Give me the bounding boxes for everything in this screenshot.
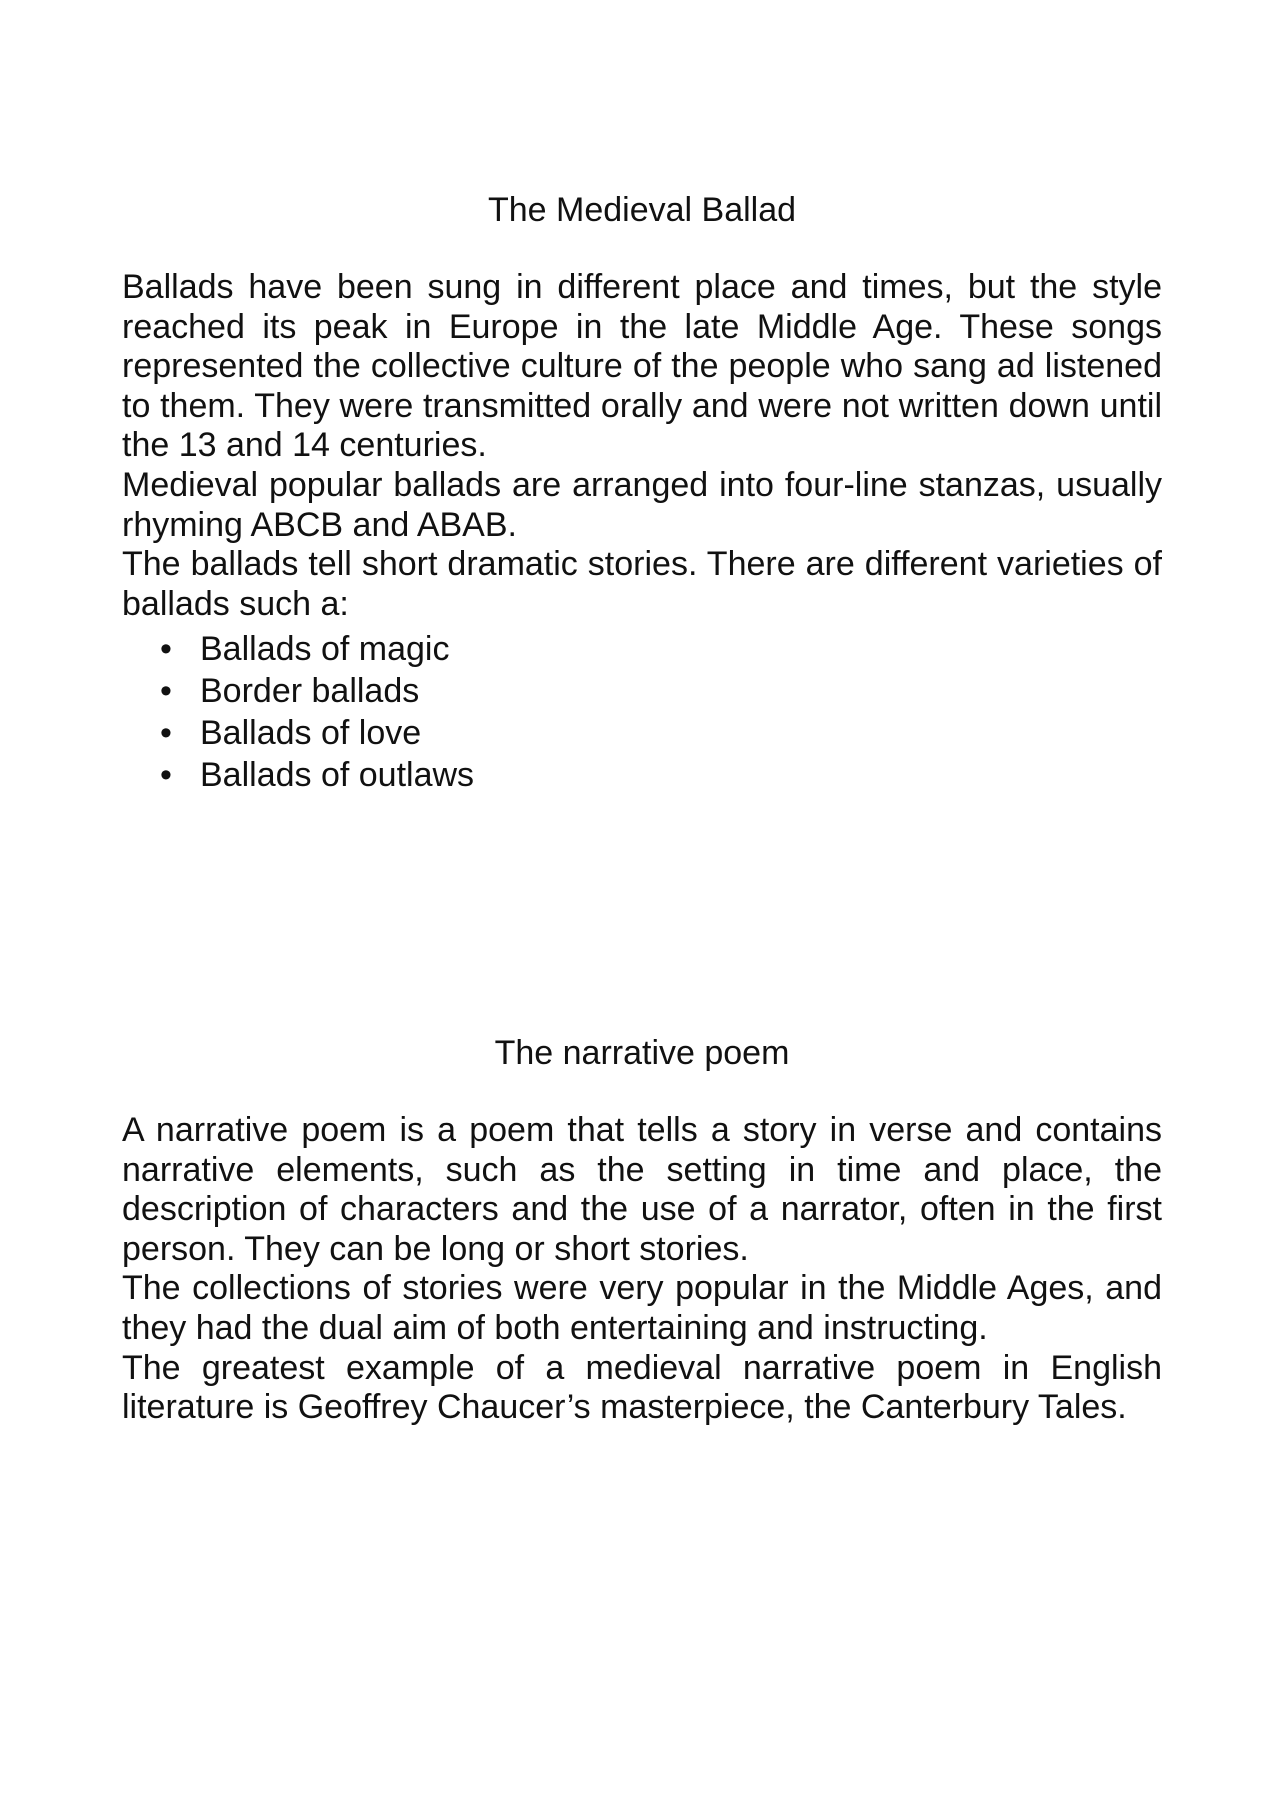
ballad-varieties-paragraph: The ballads tell short dramatic stories. There are different varieties of ballads such a: <box>122 545 1162 623</box>
bullet-icon: • <box>160 672 172 711</box>
narrative-example-paragraph: The greatest example of a medieval narrative poem in English literature is Geoffrey Chaucer’s masterpiece, the Canterbury Tales. <box>122 1348 1162 1427</box>
ballad-varieties-list <box>122 628 1162 796</box>
narrative-definition-paragraph: A narrative poem is a poem that tells a story in verse and contains narrative elements, such as the setting in time and place, the description of characters and the use of a narrator, often in the first person. They can be long or short stories. <box>122 1111 1162 1268</box>
bullet-icon: • <box>160 714 172 753</box>
bullet-icon: • <box>160 756 172 795</box>
list-item-label: Ballads of outlaws <box>200 756 475 795</box>
list-item-label: Border ballads <box>200 672 420 711</box>
list-item <box>160 712 1162 754</box>
narrative-collections-paragraph: The collections of stories were very popular in the Middle Ages, and they had the dual aim of both entertaining and instructing. <box>122 1269 1162 1347</box>
bullet-icon: • <box>160 630 172 669</box>
ballad-intro-paragraph: Ballads have been sung in different place and times, but the style reached its peak in Europe in the late Middle Age. These songs represented the collective culture of the people who sang ad listened to them. They were transmitted orally and were not written down until the 13 and 14 centuries. <box>122 268 1162 465</box>
section-title: The narrative poem <box>494 1034 790 1072</box>
list-item-label: Ballads of magic <box>200 630 450 669</box>
list-item <box>160 754 1162 796</box>
list-item <box>160 670 1162 712</box>
medieval-ballad-section <box>122 190 1162 796</box>
ballad-stanza-paragraph: Medieval popular ballads are arranged into four-line stanzas, usually rhyming ABCB and ABAB. <box>122 465 1162 544</box>
list-item-label: Ballads of love <box>200 714 422 753</box>
narrative-poem-section <box>122 1033 1162 1428</box>
section-title: The Medieval Ballad <box>487 191 797 229</box>
list-item <box>160 628 1162 670</box>
